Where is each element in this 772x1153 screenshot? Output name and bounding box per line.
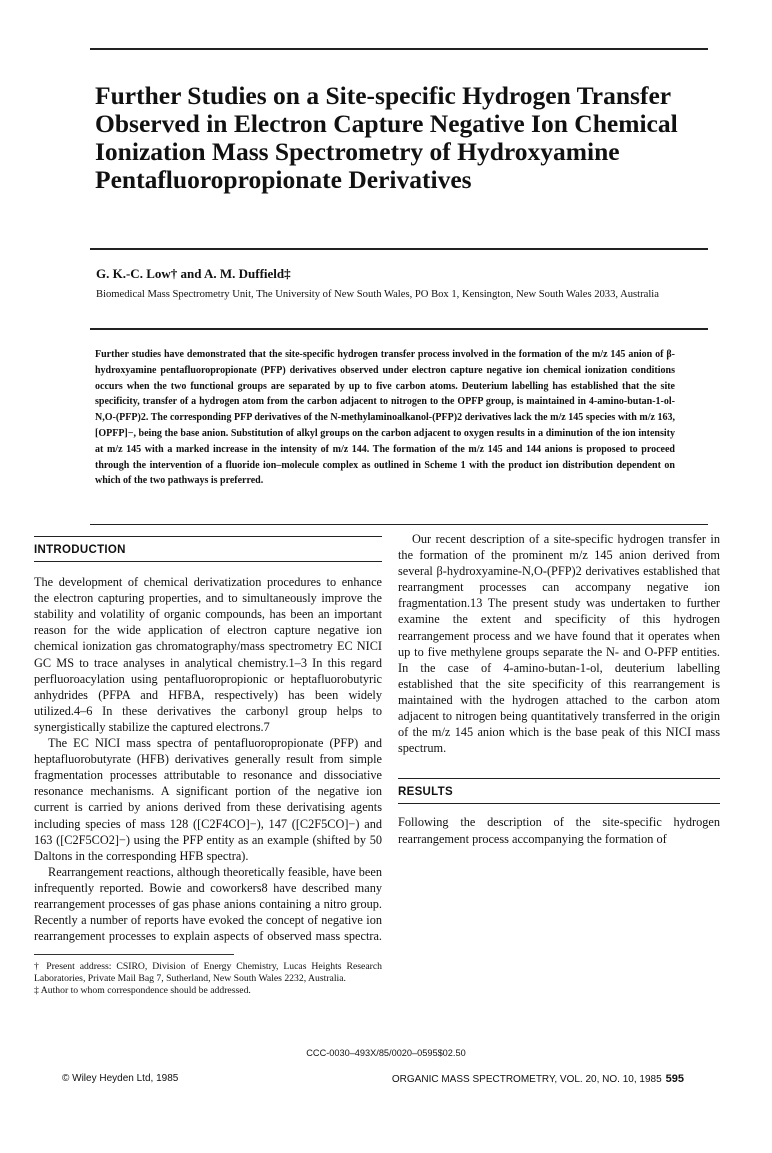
- intro-paragraph-2: The EC NICI mass spectra of pentafluoropropionate (PFP) and heptafluorobutyrate (HFB) derivatives generally result from simple fragmentation processes attributable to resonance and dissociative resonance mechanisms. A significant portion of the negative ion current is carried by anions derived from these derivatising agents including species of mass 128 ([C2F4CO]−), 147 ([C2F5CO]−) and 163 ([C2F5CO2]−) using the PFP entity as an example (shifted by 50 Daltons in the corresponding HFB spectra).: [34, 736, 382, 863]
- title-rule: [90, 248, 708, 250]
- footnote-present-address: † Present address: CSIRO, Division of Energy Chemistry, Lucas Heights Research Laboratories, Private Mail Bag 7, Sutherland, New South Wales 2232, Australia.: [34, 960, 382, 984]
- intro-paragraph-1: The development of chemical derivatization procedures to enhance the electron capturing properties, and to simultaneously improve the stability and volatility of organic compounds, has been an important reason for the wide application of electron capture negative ion chemical ionization gas chromatography/mass spectrometry EC NICI GC MS to trace analyses in analytical chemistry.1–3 In this regard perfluoroacylation using pentafluoropropionic or heptafluorobutyric anhydrides (PFPA and HFBA, respectively) has been widely utilized.4–6 In these derivatives the carbonyl group helps to synergistically stabilize the captured electrons.7: [34, 575, 382, 734]
- left-column: [34, 536, 382, 997]
- publisher-copyright: © Wiley Heyden Ltd, 1985: [62, 1073, 179, 1084]
- abstract: Further studies have demonstrated that the site-specific hydrogen transfer process involved in the formation of the m/z 145 anion of β-hydroxyamine pentafluoropropionate (PFP) derivatives observed under electron capture negative ion chemical ionization conditions occurs when the two functional groups are separated by up to five carbon atoms. Deuterium labelling has established that the site specificity, transfer of a hydrogen atom from the carbon adjacent to nitrogen to the OPFP group, is maintained in 4-amino-butan-1-ol-N,O-(PFP)2. The corresponding PFP derivatives of the N-methylaminoalkanol-(PFP)2 derivatives lack the m/z 145 species with m/z 163, [OPFP]−, being the base anion. Substitution of alkyl groups on the carbon adjacent to oxygen results in a diminution of the ion intensity at m/z 145 with a marked increase in the intensity of m/z 144. The formation of the m/z 145 and 144 anions is proposed to proceed through the intervention of a fluoride ion–molecule complex as outlined in Scheme 1 with the product ion distribution dependent on which of the two pathways is preferred.: [95, 349, 675, 487]
- journal-citation: [392, 1073, 684, 1085]
- price-code: CCC-0030–493X/85/0020–0595$02.50: [306, 1048, 466, 1058]
- footnote-separator: [34, 954, 234, 955]
- journal-name: ORGANIC MASS SPECTROMETRY, VOL. 20, NO. 10, 1985: [391, 1074, 662, 1085]
- affiliation: Biomedical Mass Spectrometry Unit, The University of New South Wales, PO Box 1, Kensington, New South Wales 2033, Australia: [96, 289, 659, 300]
- intro-paragraph-3: Rearrangement reactions, although theoretically feasible, have been infrequently reported. Bowie and coworkers8 have described many rearrangement processes of gas phase anions containing a nitro group. Recently a number of reports have evoked the concept of negative ion rearrangement processes to explain aspects of observed mass spectra.: [34, 864, 382, 944]
- results-paragraph: Following the description of the site-specific hydrogen rearrangement process accompanying the formation of: [398, 815, 720, 846]
- footnote-correspondence: ‡ Author to whom correspondence should be addressed.: [34, 985, 251, 997]
- intro-paragraph-4: Our recent description of a site-specific hydrogen transfer in the formation of the prominent m/z 145 anion derived from several β-hydroxyamine-N,O-(PFP)2 derivatives established that rearrangment processes can accompany negative ion fragmentation.13 The present study was undertaken to further examine the extent and specificity of this hydrogen rearrangement process and we have found that it operates when up to five methylene groups separate the N- and O-PFP entities. In the case of 4-amino-butan-1-ol, deuterium labelling established that the site specificity of this rearrangement is maintained with the hydrogen attached to the carbon atom adjacent to nitrogen being quantitatively transferred in the origin of the m/z 145 anion which is the base peak of this NICI mass spectrum.: [398, 532, 720, 756]
- paper-title: Further Studies on a Site-specific Hydrogen Transfer Observed in Electron Capture Negative Ion Chemical Ionization Mass Spectrometry of Hydroxyamine Pentafluoropropionate Derivatives: [95, 81, 678, 194]
- results-heading-box: [398, 778, 720, 804]
- top-rule: [90, 48, 708, 50]
- page-number: 595: [665, 1073, 684, 1085]
- affiliation-rule: [90, 328, 708, 330]
- results-heading: RESULTS: [398, 786, 453, 799]
- authors: G. K.-C. Low† and A. M. Duffield‡: [96, 266, 291, 281]
- abstract-rule: [90, 524, 708, 525]
- introduction-heading: INTRODUCTION: [34, 544, 126, 556]
- right-column: [398, 531, 720, 847]
- introduction-heading-box: [34, 536, 382, 562]
